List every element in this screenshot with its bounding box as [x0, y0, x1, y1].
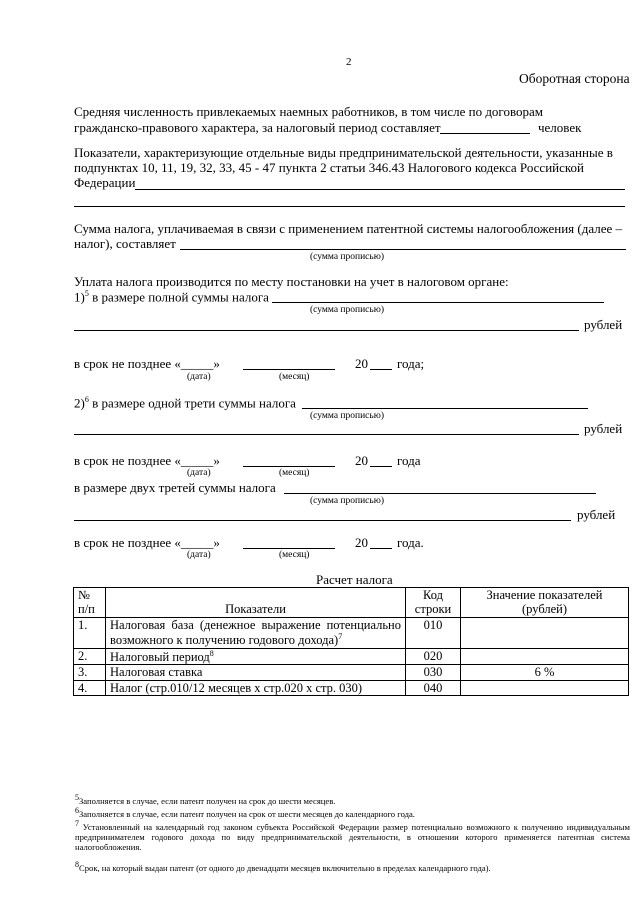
calc-table — [73, 587, 629, 696]
indicators-text-line1: Показатели, характеризующие отдельные виды предпринимательской деятельности, указанные в — [74, 145, 613, 160]
option-1-month-hint: (месяц) — [279, 372, 310, 382]
option-1-rub: рублей — [584, 317, 623, 332]
footnote-5: $^5$Заполняется в случае, если патент получен на срок до шести месяцев. — [75, 793, 336, 806]
option-3-year-suffix: года. — [397, 535, 424, 550]
option-2-deadline: в срок не позднее «_____» — [74, 453, 220, 468]
payment-option-2 — [74, 396, 296, 411]
option-2-label: в размере одной трети суммы налога — [88, 395, 296, 411]
tax-sum-hint: (сумма прописью) — [310, 252, 384, 262]
tax-sum-field[interactable] — [180, 249, 626, 250]
option-3-sum-field[interactable] — [284, 493, 596, 494]
row-code: 040 — [406, 680, 461, 695]
table-row — [74, 617, 629, 648]
option-3-year-field[interactable] — [370, 548, 392, 549]
indicators-field-1[interactable] — [135, 189, 625, 190]
option-3-rub: рублей — [577, 507, 616, 522]
calc-header-row — [74, 588, 629, 618]
row-name: Налоговый период$^8$ — [106, 648, 406, 665]
option-2-sum-field[interactable] — [302, 408, 588, 409]
row-name: Налог (стр.010/12 месяцев х стр.020 х стр. 030) — [106, 680, 406, 695]
header-num: № п/п — [74, 588, 106, 618]
option-3-date-hint: (дата) — [187, 550, 211, 560]
row-value[interactable] — [461, 617, 629, 648]
table-row — [74, 648, 629, 665]
tax-sum-text-line2: налог), составляет — [74, 236, 176, 251]
row-num: 3. — [74, 665, 106, 680]
option-3-month-hint: (месяц) — [279, 550, 310, 560]
row-num: 4. — [74, 680, 106, 695]
option-1-year-field[interactable] — [370, 369, 392, 370]
employees-count-field[interactable] — [440, 133, 530, 134]
footnote-ref-5: 5 — [84, 289, 89, 298]
option-2-number: 2) — [74, 395, 85, 411]
option-2-year-suffix: года — [397, 453, 421, 468]
option-1-sum-field[interactable] — [272, 302, 604, 303]
option-3-month-field[interactable] — [243, 548, 335, 549]
indicators-text-line2: подпунктах 10, 11, 19, 32, 33, 45 - 47 пункта 2 статьи 346.43 Налогового кодекса Российской — [74, 160, 584, 175]
option-1-number: 1) — [74, 289, 85, 305]
option-1-sum-field-2[interactable] — [74, 330, 579, 331]
payment-intro: Уплата налога производится по месту постановки на учет в налоговом органе: — [74, 274, 509, 289]
row-name: Налоговая ставка — [106, 665, 406, 680]
employees-text-line2: гражданско-правового характера, за налоговый период составляет — [74, 120, 441, 135]
option-1-year-suffix: года; — [397, 356, 425, 371]
option-1-month-field[interactable] — [243, 369, 335, 370]
row-code: 010 — [406, 617, 461, 648]
table-row — [74, 680, 629, 695]
option-3-deadline: в срок не позднее «_____» — [74, 535, 220, 550]
employees-text-line1: Средняя численность привлекаемых наемных работников, в том числе по договорам — [74, 104, 543, 119]
header-code: Код строки — [406, 588, 461, 618]
option-2-date-hint: (дата) — [187, 468, 211, 478]
row-value: 6 % — [461, 665, 629, 680]
row-num: 2. — [74, 648, 106, 665]
option-2-year-prefix: 20 — [355, 453, 368, 468]
row-code: 030 — [406, 665, 461, 680]
option-2-sum-hint: (сумма прописью) — [310, 411, 384, 421]
option-3-label: в размере двух третей суммы налога — [74, 480, 276, 495]
option-2-rub: рублей — [584, 421, 623, 436]
page-number: 2 — [346, 56, 352, 68]
option-1-sum-hint: (сумма прописью) — [310, 305, 384, 315]
option-2-month-field[interactable] — [243, 466, 335, 467]
option-1-label: в размере полной суммы налога — [88, 289, 269, 305]
header-value: Значение показателей (рублей) — [461, 588, 629, 618]
header-name: Показатели — [106, 588, 406, 618]
side-label: Оборотная сторона — [519, 71, 630, 86]
option-2-month-hint: (месяц) — [279, 468, 310, 478]
indicators-text-line3: Федерации — [74, 175, 136, 190]
footnote-6: $^6$Заполняется в случае, если патент получен на срок от шести месяцев до календарного года. — [75, 806, 415, 819]
option-2-year-field[interactable] — [370, 466, 392, 467]
footnote-ref-8: 8 — [209, 648, 214, 658]
option-1-year-prefix: 20 — [355, 356, 368, 371]
row-num: 1. — [74, 617, 106, 648]
option-3-year-prefix: 20 — [355, 535, 368, 550]
option-1-date-hint: (дата) — [187, 372, 211, 382]
option-3-sum-hint: (сумма прописью) — [310, 496, 384, 506]
row-code: 020 — [406, 648, 461, 665]
table-row — [74, 665, 629, 680]
payment-option-1 — [74, 290, 269, 305]
tax-sum-text-line1: Сумма налога, уплачиваемая в связи с применением патентной системы налогообложения (далее – — [74, 221, 623, 236]
footnote-ref-6: 6 — [84, 395, 89, 404]
footnote-ref-7: 7 — [338, 632, 343, 642]
indicators-field-2[interactable] — [74, 206, 625, 207]
row-value[interactable] — [461, 648, 629, 665]
option-2-sum-field-2[interactable] — [74, 434, 579, 435]
row-value[interactable] — [461, 680, 629, 695]
row-name: Налоговая база (денежное выражение потенциально возможного к получению годового дохода)$^7$ — [106, 617, 406, 648]
calc-title: Расчет налога — [316, 572, 393, 587]
footnote-8: $^8$Срок, на который выдан патент (от одного до двенадцати месяцев включительно в пределах календарного года). — [75, 860, 491, 873]
employees-unit: человек — [538, 120, 582, 135]
option-1-deadline: в срок не позднее «_____» — [74, 356, 220, 371]
option-3-sum-field-2[interactable] — [74, 520, 571, 521]
footnote-7: $^7$ Установленный на календарный год законом субъекта Российской Федерации размер потенциально возможного к получению индивидуальным предпринимателем годового дохода по виду предпринимательской деятельности, в отношении которого применяется патентная система налогообложения. — [75, 819, 630, 853]
